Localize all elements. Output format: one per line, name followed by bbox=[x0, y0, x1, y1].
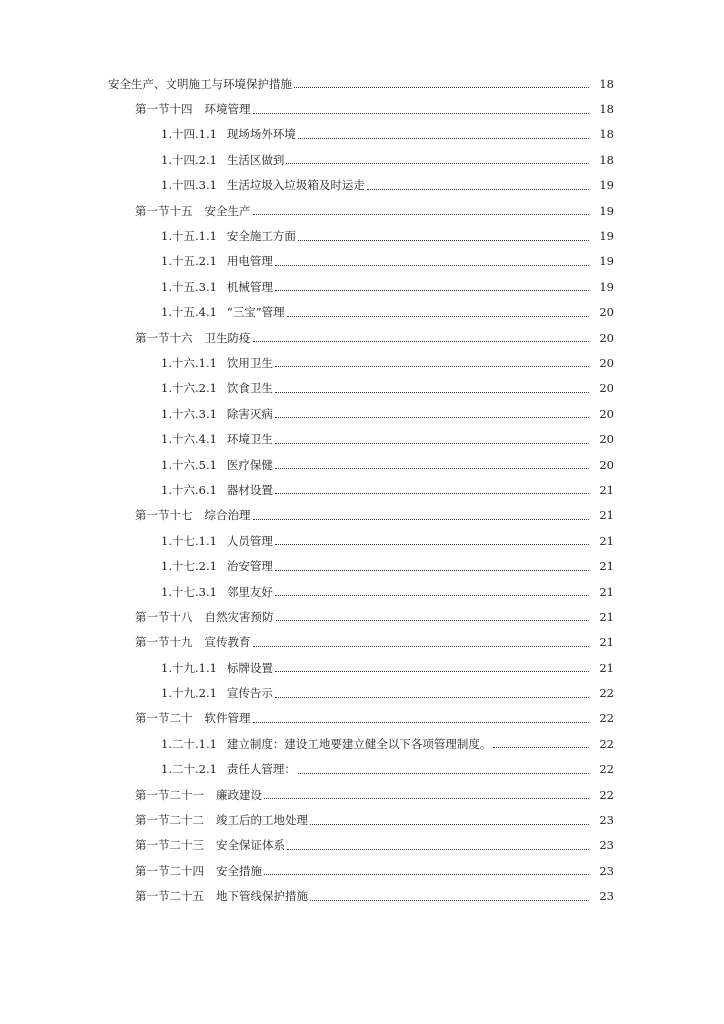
toc-entry[interactable] bbox=[0, 604, 724, 629]
toc-entry-number: 1.十九.2.1 bbox=[161, 686, 217, 701]
toc-dot-leader bbox=[253, 634, 590, 647]
toc-entry[interactable] bbox=[0, 71, 724, 96]
toc-page-number: 18 bbox=[599, 76, 614, 91]
toc-page-number: 22 bbox=[599, 762, 614, 777]
toc-entry-title: 医疗保健 bbox=[226, 457, 273, 472]
toc-entry[interactable] bbox=[0, 655, 724, 680]
toc-entry[interactable] bbox=[0, 706, 724, 731]
toc-entry-number: 1.十五.4.1 bbox=[161, 305, 217, 320]
toc-entry-number: 第一节十四 bbox=[135, 102, 193, 117]
toc-page-number: 20 bbox=[599, 355, 614, 370]
toc-entry-title: 安全生产、文明施工与环境保护措施 bbox=[108, 76, 292, 91]
toc-entry[interactable] bbox=[0, 401, 724, 426]
toc-dot-leader bbox=[287, 304, 589, 317]
toc-entry[interactable] bbox=[0, 350, 724, 375]
toc-dot-leader bbox=[275, 685, 589, 698]
toc-entry[interactable] bbox=[0, 807, 724, 832]
toc-page-number: 21 bbox=[599, 584, 614, 599]
toc-entry-number: 1.十四.3.1 bbox=[161, 178, 217, 193]
toc-entry-title: 安全措施 bbox=[216, 863, 262, 878]
toc-page-number: 20 bbox=[599, 406, 614, 421]
toc-dot-leader bbox=[275, 558, 589, 571]
toc-dot-leader bbox=[298, 228, 589, 241]
toc-page-number: 21 bbox=[599, 660, 614, 675]
toc-dot-leader bbox=[253, 710, 590, 723]
toc-entry-title: 机械管理 bbox=[226, 279, 273, 294]
toc-entry-title: 宣传教育 bbox=[204, 635, 251, 650]
toc-dot-leader bbox=[294, 75, 589, 88]
toc-entry-number: 1.十七.3.1 bbox=[161, 584, 217, 599]
toc-entry[interactable] bbox=[0, 757, 724, 782]
toc-page-number: 20 bbox=[599, 457, 614, 472]
toc-page-number: 21 bbox=[599, 635, 614, 650]
toc-entry-title: 环境管理 bbox=[204, 102, 251, 117]
toc-entry-number: 1.十七.1.1 bbox=[161, 533, 217, 548]
toc-entry[interactable] bbox=[0, 147, 724, 172]
toc-dot-leader bbox=[264, 786, 589, 799]
toc-entry-number: 第一节二十 bbox=[135, 711, 193, 726]
toc-entry[interactable] bbox=[0, 325, 724, 350]
toc-page-number: 18 bbox=[599, 102, 614, 117]
toc-dot-leader bbox=[253, 507, 590, 520]
toc-page-number: 22 bbox=[599, 686, 614, 701]
toc-entry-title: 卫生防疫 bbox=[204, 330, 251, 345]
toc-page-number: 21 bbox=[599, 533, 614, 548]
toc-dot-leader bbox=[287, 837, 589, 850]
toc-entry-title: 廉政建设 bbox=[216, 787, 262, 802]
toc-page-number: 22 bbox=[599, 736, 614, 751]
toc-entry-number: 第一节十五 bbox=[135, 203, 193, 218]
toc-page-number: 21 bbox=[599, 559, 614, 574]
toc-entry-title: 现场场外环境 bbox=[226, 127, 296, 142]
toc-entry-number: 1.十六.1.1 bbox=[161, 355, 217, 370]
toc-entry-title: 治安管理 bbox=[226, 559, 273, 574]
table-of-contents bbox=[0, 71, 724, 909]
toc-dot-leader bbox=[275, 456, 589, 469]
toc-entry[interactable] bbox=[0, 426, 724, 451]
toc-page-number: 23 bbox=[599, 813, 614, 828]
toc-entry[interactable] bbox=[0, 477, 724, 502]
toc-entry[interactable] bbox=[0, 731, 724, 756]
toc-entry[interactable] bbox=[0, 680, 724, 705]
toc-entry-number: 1.十六.4.1 bbox=[161, 432, 217, 447]
toc-entry-number: 1.十四.1.1 bbox=[161, 127, 217, 142]
toc-dot-leader bbox=[275, 583, 589, 596]
toc-page-number: 18 bbox=[599, 152, 614, 167]
toc-page-number: 23 bbox=[599, 863, 614, 878]
toc-entry-number: 1.二十.1.1 bbox=[161, 736, 217, 751]
toc-page-number: 19 bbox=[599, 203, 614, 218]
toc-entry-number: 第一节二十四 bbox=[135, 863, 204, 878]
toc-dot-leader bbox=[275, 481, 589, 494]
toc-dot-leader bbox=[275, 253, 589, 266]
toc-entry-number: 1.十六.2.1 bbox=[161, 381, 217, 396]
toc-entry[interactable] bbox=[0, 503, 724, 528]
toc-dot-leader bbox=[298, 126, 589, 139]
toc-page-number: 19 bbox=[599, 279, 614, 294]
toc-entry[interactable] bbox=[0, 528, 724, 553]
toc-page-number: 20 bbox=[599, 432, 614, 447]
toc-entry-number: 1.十六.6.1 bbox=[161, 482, 217, 497]
toc-dot-leader bbox=[275, 354, 589, 367]
toc-entry-title: 生活垃圾入垃圾箱及时运走 bbox=[226, 178, 365, 193]
toc-dot-leader bbox=[264, 862, 589, 875]
toc-entry-title: 人员管理 bbox=[226, 533, 273, 548]
toc-page-number: 23 bbox=[599, 838, 614, 853]
toc-entry-title: 饮食卫生 bbox=[226, 381, 273, 396]
toc-page-number: 20 bbox=[599, 305, 614, 320]
toc-page-number: 19 bbox=[599, 178, 614, 193]
toc-entry-number: 1.十五.2.1 bbox=[161, 254, 217, 269]
toc-dot-leader bbox=[276, 608, 590, 621]
toc-entry[interactable] bbox=[0, 274, 724, 299]
toc-dot-leader bbox=[253, 202, 590, 215]
toc-entry-title: 软件管理 bbox=[204, 711, 251, 726]
toc-entry-title: 环境卫生 bbox=[226, 432, 273, 447]
toc-entry-number: 1.十四.2.1 bbox=[161, 152, 217, 167]
toc-entry-title: 用电管理 bbox=[226, 254, 273, 269]
toc-dot-leader bbox=[275, 405, 589, 418]
toc-dot-leader bbox=[310, 812, 589, 825]
toc-entry-title: 饮用卫生 bbox=[226, 355, 273, 370]
toc-page-number: 18 bbox=[599, 127, 614, 142]
toc-entry[interactable] bbox=[0, 96, 724, 121]
toc-entry-title: 宣传告示 bbox=[226, 686, 273, 701]
toc-entry-number: 第一节十七 bbox=[135, 508, 193, 523]
toc-entry[interactable] bbox=[0, 452, 724, 477]
toc-page-number: 19 bbox=[599, 229, 614, 244]
toc-page-number: 21 bbox=[599, 482, 614, 497]
toc-dot-leader bbox=[275, 431, 589, 444]
toc-entry[interactable] bbox=[0, 782, 724, 807]
toc-entry-number: 第一节二十二 bbox=[135, 813, 204, 828]
toc-entry[interactable] bbox=[0, 579, 724, 604]
toc-entry-number: 1.十六.3.1 bbox=[161, 406, 217, 421]
toc-entry-number: 1.十七.2.1 bbox=[161, 559, 217, 574]
toc-page-number: 21 bbox=[599, 609, 614, 624]
toc-entry-number: 1.十九.1.1 bbox=[161, 660, 217, 675]
toc-dot-leader bbox=[275, 278, 589, 291]
toc-entry-number: 第一节二十三 bbox=[135, 838, 204, 853]
toc-dot-leader bbox=[286, 151, 589, 164]
toc-entry[interactable] bbox=[0, 858, 724, 883]
toc-dot-leader bbox=[298, 761, 589, 774]
toc-entry[interactable] bbox=[0, 833, 724, 858]
toc-dot-leader bbox=[253, 329, 590, 342]
toc-entry-title: 竣工后的工地处理 bbox=[216, 813, 308, 828]
toc-page-number: 21 bbox=[599, 508, 614, 523]
toc-entry-title: 地下管线保护措施 bbox=[216, 889, 308, 904]
toc-page-number: 19 bbox=[599, 254, 614, 269]
toc-page-number: 20 bbox=[599, 330, 614, 345]
toc-entry[interactable] bbox=[0, 553, 724, 578]
toc-entry[interactable] bbox=[0, 630, 724, 655]
toc-entry-number: 1.二十.2.1 bbox=[161, 762, 217, 777]
toc-entry-title: 安全保证体系 bbox=[216, 838, 285, 853]
toc-entry-title: 器材设置 bbox=[226, 482, 273, 497]
toc-entry[interactable] bbox=[0, 300, 724, 325]
toc-page-number: 22 bbox=[599, 711, 614, 726]
toc-entry[interactable] bbox=[0, 223, 724, 248]
toc-entry-number: 1.十六.5.1 bbox=[161, 457, 217, 472]
toc-dot-leader bbox=[275, 659, 589, 672]
toc-dot-leader bbox=[493, 735, 589, 748]
toc-dot-leader bbox=[275, 532, 589, 545]
toc-entry[interactable] bbox=[0, 249, 724, 274]
toc-entry-title: 除害灭病 bbox=[226, 406, 273, 421]
toc-entry-title: 生活区做到 bbox=[226, 152, 285, 167]
toc-entry[interactable] bbox=[0, 122, 724, 147]
toc-entry[interactable] bbox=[0, 376, 724, 401]
toc-entry-title: 综合治理 bbox=[204, 508, 251, 523]
toc-entry-title: 标牌设置 bbox=[226, 660, 273, 675]
toc-entry-number: 1.十五.1.1 bbox=[161, 229, 217, 244]
toc-entry-number: 第一节十九 bbox=[135, 635, 193, 650]
toc-entry-number: 第一节二十五 bbox=[135, 889, 204, 904]
toc-entry-number: 第一节二十一 bbox=[135, 787, 204, 802]
toc-entry-title: 安全施工方面 bbox=[226, 229, 296, 244]
toc-entry-number: 1.十五.3.1 bbox=[161, 279, 217, 294]
toc-entry-number: 第一节十八 bbox=[135, 609, 193, 624]
toc-dot-leader bbox=[310, 888, 589, 901]
toc-entry-title: 安全生产 bbox=[204, 203, 251, 218]
toc-dot-leader bbox=[253, 101, 590, 114]
toc-page-number: 22 bbox=[599, 787, 614, 802]
toc-entry-title: 建立制度：建设工地要建立健全以下各项管理制度。 bbox=[226, 736, 492, 751]
toc-page-number: 23 bbox=[599, 889, 614, 904]
toc-entry-number: 第一节十六 bbox=[135, 330, 193, 345]
toc-entry-title: 责任人管理： bbox=[226, 762, 296, 777]
toc-dot-leader bbox=[275, 380, 589, 393]
toc-entry[interactable] bbox=[0, 173, 724, 198]
toc-entry-title: 自然灾害预防 bbox=[204, 609, 274, 624]
toc-entry-title: 邻里友好 bbox=[226, 584, 273, 599]
toc-dot-leader bbox=[367, 177, 589, 190]
toc-page-number: 20 bbox=[599, 381, 614, 396]
toc-entry-title: “三宝”管理 bbox=[226, 305, 285, 320]
toc-entry[interactable] bbox=[0, 198, 724, 223]
toc-entry[interactable] bbox=[0, 884, 724, 909]
